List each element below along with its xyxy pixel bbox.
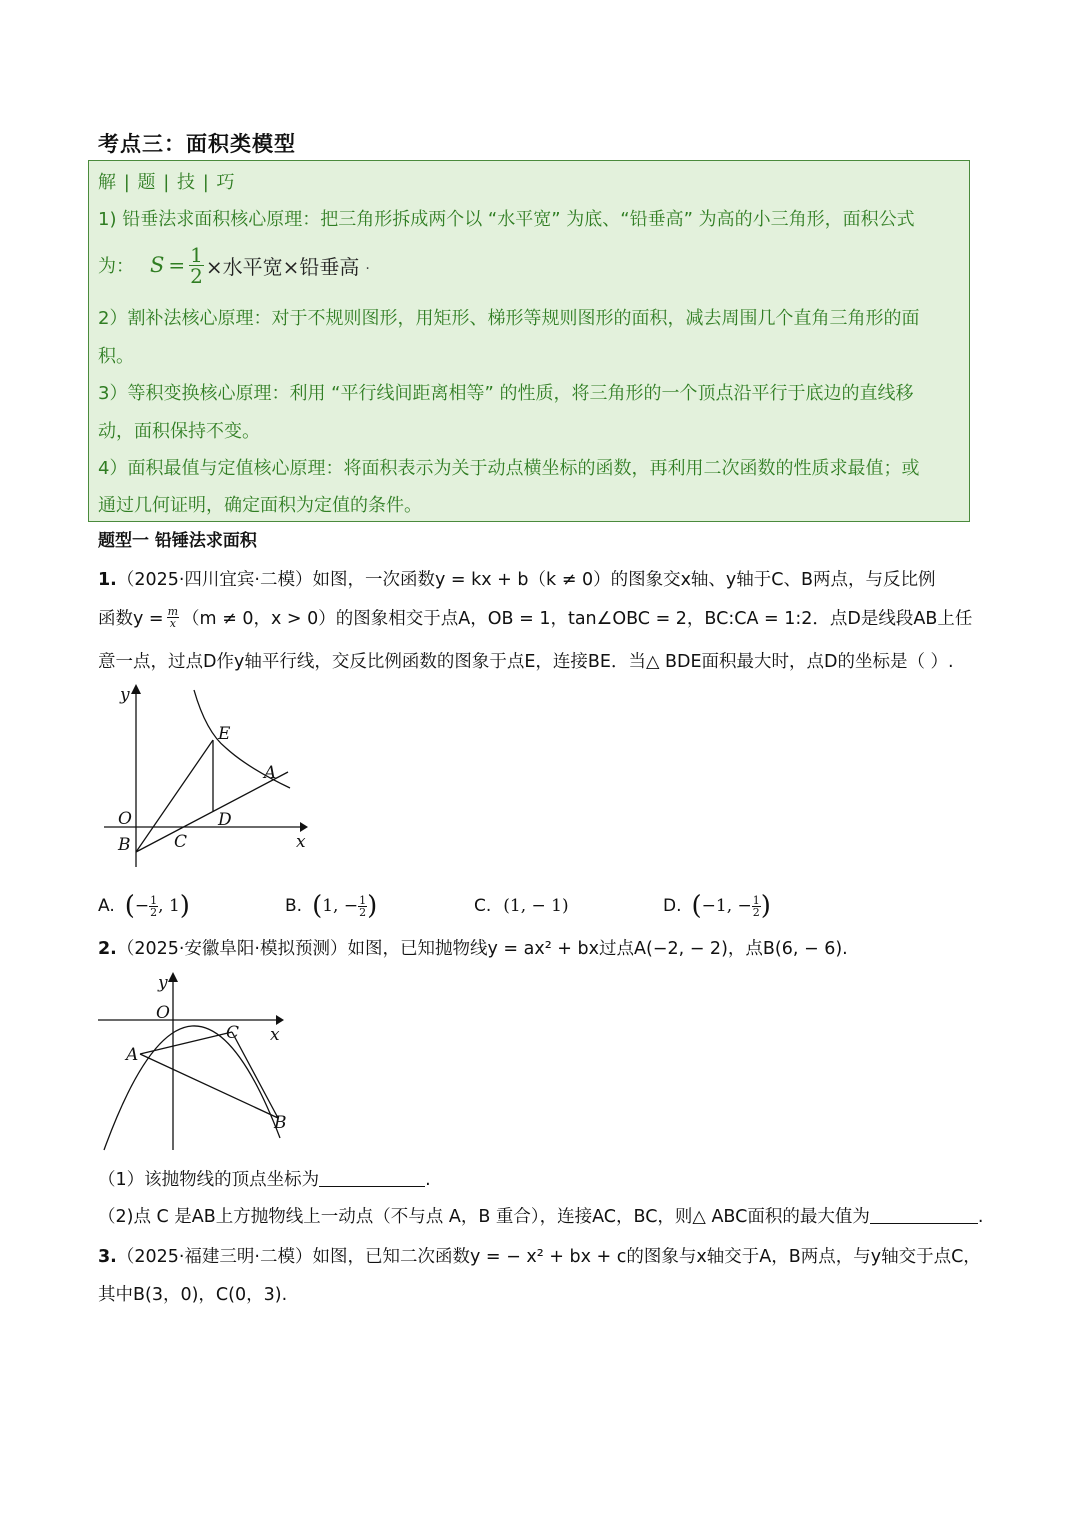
q2-sub1-end: . [425, 1170, 431, 1190]
tips-p3-line2: 动，面积保持不变。 [98, 421, 260, 442]
q3-line1-text: （2025·福建三明·二模）如图，已知二次函数y = − x² + bx + c的图象与x轴交于A，B两点，与y轴交于点C， [116, 1247, 981, 1267]
q1-label-b: B [118, 835, 131, 855]
q1-option-a-frac [149, 895, 158, 918]
q3-number: 3. [98, 1247, 117, 1267]
q2-sub2-text: （2)点 C 是AB上方抛物线上一动点（不与点 A，B 重合），连接AC，BC，则△ ABC面积的最大值为 [98, 1207, 870, 1227]
tips-p2-line2: 积。 [98, 346, 134, 367]
q1-option-b-pre: 1, − [322, 896, 359, 916]
q2-label-a: A [126, 1045, 139, 1065]
q1-x-arrow [300, 822, 308, 832]
q2-line1 [98, 935, 848, 960]
tips-p1-formula-line [98, 240, 370, 290]
formula-eq: = [168, 253, 186, 277]
formula-fraction [189, 242, 204, 288]
q1-option-a-pre: − [134, 896, 150, 916]
q2-sub2-answer-blank[interactable] [870, 1207, 978, 1224]
q1-option-d-frac-num: 1 [752, 893, 760, 907]
q2-number: 2. [98, 939, 117, 959]
q1-line1-text: （2025·四川宜宾·二模）如图，一次函数y = kx + b（k ≠ 0）的图象交x轴、y轴于C、B两点，与反比例 [116, 570, 936, 590]
q3-line1 [98, 1243, 981, 1268]
q1-frac-num: m [167, 604, 179, 618]
q2-sub1 [98, 1166, 431, 1191]
formula-rest: ×水平宽×铅垂高 [205, 254, 360, 279]
q1-line2-b: （m ≠ 0，x > 0）的图象相交于点A，OB = 1，tan∠OBC = 2，BC:CA = 1:2．点D是线段AB上任 [182, 608, 973, 629]
q1-label-y: y [120, 685, 130, 705]
q1-option-a-frac-num: 1 [150, 893, 158, 907]
tips-header: 解 | 题 | 技 | 巧 [98, 172, 236, 193]
q1-line3: 意一点，过点D作y轴平行线，交反比例函数的图象于点E，连接BE．当△ BDE面积最大时，点D的坐标是（ ）. [98, 652, 954, 672]
q1-option-c-text: (1, − 1) [503, 896, 569, 916]
q2-label-x: x [270, 1025, 280, 1045]
q2-sub2-end: . [977, 1207, 984, 1227]
q2-label-y: y [158, 973, 168, 993]
q1-option-a[interactable]: A. ( − $\frac{1}{2}$ , 1 ) [98, 891, 190, 921]
q2-label-b: B [274, 1113, 287, 1133]
q1-label-a: A [264, 763, 277, 783]
q3-line2: 其中B(3，0)，C(0，3). [98, 1285, 288, 1305]
tips-p3-line1: 3）等积变换核心原理：利用 “平行线间距离相等” 的性质，将三角形的一个顶点沿平行于底边的直线移 [98, 383, 914, 404]
tips-p1-prefix: 为： [98, 256, 134, 277]
tips-p4-line2: 通过几何证明，确定面积为定值的条件。 [98, 495, 422, 516]
q2-sub1-answer-blank[interactable] [319, 1170, 425, 1187]
q2-sub2 [98, 1203, 983, 1228]
formula-s: S [150, 253, 165, 277]
tips-p1-line1: 1) 铅垂法求面积核心原理：把三角形拆成两个以 “水平宽” 为底、“铅垂高” 为高的小三角形，面积公式 [98, 209, 915, 230]
q1-option-b-frac-den: 2 [359, 905, 367, 919]
q2-figure [94, 968, 314, 1154]
q1-label-o: O [118, 809, 132, 829]
formula-end: . [365, 257, 370, 273]
q1-option-a-frac-den: 2 [150, 905, 158, 919]
q1-option-d-frac [752, 895, 761, 918]
q1-option-a-label: A. [98, 896, 115, 916]
q1-option-d[interactable]: D. ( −1, − $\frac{1}{2}$ ) [663, 891, 771, 921]
q1-option-a-post: , 1 [158, 896, 180, 916]
section-title: 考点三：面积类模型 [98, 132, 296, 156]
q1-y-arrow [131, 684, 141, 694]
q1-line2 [98, 600, 972, 634]
type1-title: 题型一 铅锤法求面积 [98, 531, 257, 551]
q1-figure [100, 682, 320, 882]
q2-label-c: C [226, 1023, 240, 1043]
q1-option-d-pre: −1, − [701, 896, 752, 916]
q1-line-ba [136, 772, 288, 852]
q1-fraction [167, 606, 179, 629]
q1-option-b-label: B. [285, 896, 303, 916]
q2-x-arrow [276, 1015, 284, 1025]
q1-option-b[interactable]: B. ( 1, − $\frac{1}{2}$ ) [285, 891, 378, 921]
q1-frac-den: x [169, 616, 176, 630]
q2-sub1-text: （1）该抛物线的顶点坐标为 [98, 1170, 320, 1190]
q1-line1 [98, 566, 936, 591]
q1-option-d-label: D. [663, 896, 682, 916]
q2-segment-ac [140, 1032, 232, 1054]
q1-option-b-frac [358, 895, 367, 918]
q1-option-c-label: C. [474, 896, 492, 916]
formula-frac-num: 1 [190, 242, 203, 267]
q1-label-c: C [174, 832, 188, 852]
q2-y-arrow [168, 972, 178, 982]
q1-number: 1. [98, 570, 117, 590]
q1-option-d-frac-den: 2 [752, 905, 760, 919]
q1-line2-a: 函数y = [98, 608, 164, 629]
q1-option-b-frac-num: 1 [359, 893, 367, 907]
q1-label-x: x [296, 832, 306, 852]
q1-label-d: D [218, 810, 232, 830]
q2-line1-text: （2025·安徽阜阳·模拟预测）如图，已知抛物线y = ax² + bx过点A(−2, − 2)，点B(6, − 6). [116, 939, 848, 959]
q1-label-e: E [218, 724, 231, 744]
tips-p4-line1: 4）面积最值与定值核心原理：将面积表示为关于动点横坐标的函数，再利用二次函数的性质求最值；或 [98, 458, 920, 479]
tips-p2-line1: 2）割补法核心原理：对于不规则图形，用矩形、梯形等规则图形的面积，减去周围几个直角三角形的面 [98, 308, 920, 329]
q2-label-o: O [156, 1003, 170, 1023]
q1-option-c[interactable] [474, 886, 569, 926]
formula-frac-den: 2 [190, 263, 203, 288]
